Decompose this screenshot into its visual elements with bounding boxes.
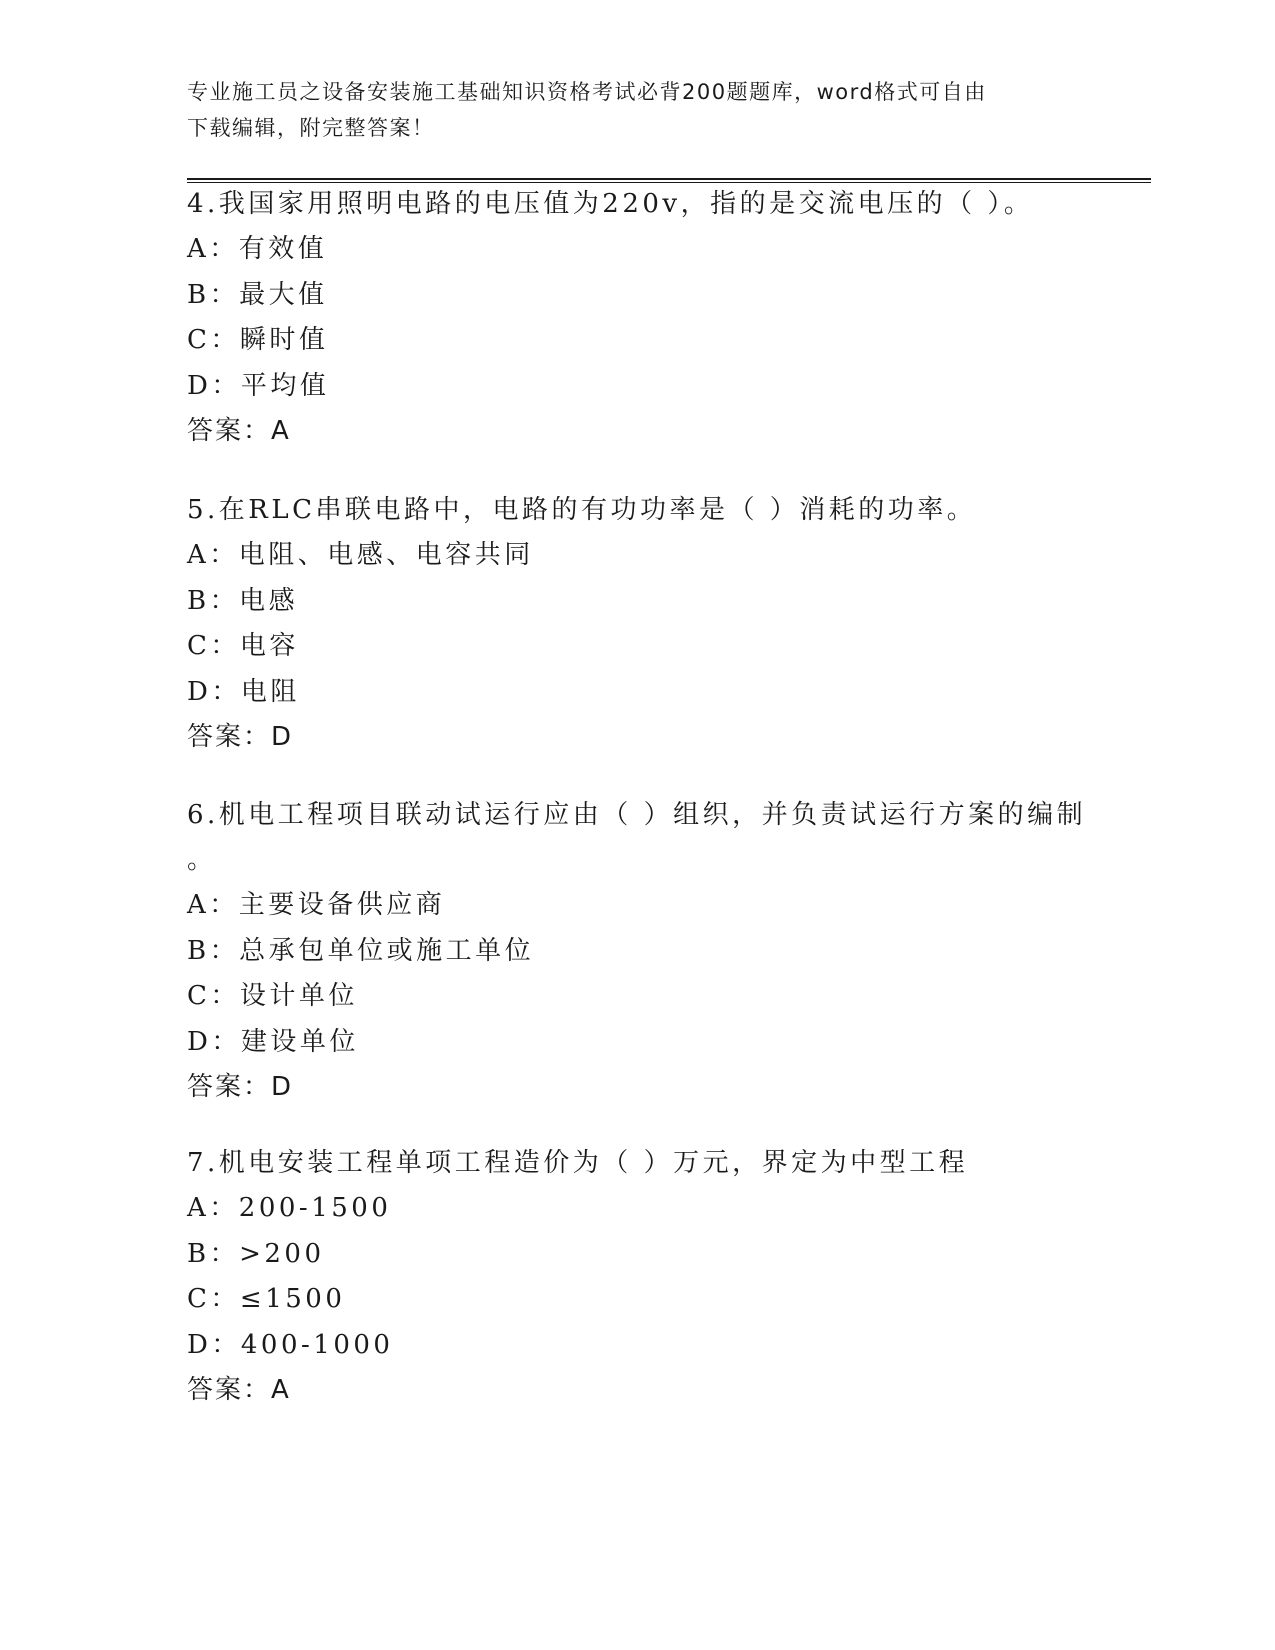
- option-a: [187, 227, 1087, 273]
- question-block: [187, 793, 1087, 1110]
- question-block: [187, 182, 1087, 454]
- option-text: 瞬时值: [239, 325, 329, 355]
- option-letter: B：: [187, 585, 240, 616]
- option-letter: B：: [187, 1238, 240, 1269]
- option-letter: A：: [187, 234, 239, 264]
- option-d: [187, 1020, 1087, 1066]
- answer-line: 答案：D: [187, 1072, 294, 1102]
- option-letter: D：: [187, 676, 241, 707]
- question-stem: 5.在RLC串联电路中，电路的有功功率是（ ）消耗的功率。: [187, 495, 977, 525]
- question-stem: 6.机电工程项目联动试运行应由（ ）组织，并负责试运行方案的编制: [187, 800, 1087, 830]
- option-text: >200: [239, 1238, 325, 1269]
- option-text: 有效值: [238, 234, 328, 264]
- option-a: [187, 1186, 1087, 1232]
- option-letter: D：: [187, 370, 241, 401]
- option-c: [187, 624, 1087, 670]
- option-a: [187, 883, 1087, 929]
- answer-line: 答案：A: [187, 416, 291, 446]
- option-text: 200-1500: [238, 1193, 392, 1223]
- option-text: 建设单位: [240, 1026, 359, 1057]
- option-letter: C：: [187, 981, 240, 1011]
- option-text: 最大值: [239, 279, 328, 310]
- header-line-1: 专业施工员之设备安装施工基础知识资格考试必背200题题库，word格式可自由: [187, 80, 987, 104]
- question-block: [187, 488, 1087, 760]
- option-letter: B：: [187, 935, 240, 966]
- document-header: [187, 74, 1067, 146]
- option-text: 主要设备供应商: [238, 890, 446, 920]
- option-text: 总承包单位或施工单位: [239, 935, 535, 966]
- option-text: 电阻: [240, 676, 300, 707]
- answer-line: 答案：D: [187, 722, 294, 752]
- option-c: [187, 974, 1087, 1020]
- option-c: [187, 318, 1087, 364]
- question-stem-tail: 。: [187, 845, 214, 875]
- answer-line: 答案：A: [187, 1375, 291, 1405]
- option-letter: A：: [187, 890, 239, 920]
- option-letter: C：: [187, 325, 240, 355]
- option-text: ≤1500: [239, 1284, 346, 1314]
- option-letter: C：: [187, 631, 240, 661]
- option-c: [187, 1277, 1087, 1323]
- option-letter: D：: [187, 1329, 241, 1360]
- option-letter: A：: [187, 540, 239, 570]
- option-text: 电感: [239, 585, 299, 616]
- option-b: [187, 929, 1087, 975]
- option-text: 设计单位: [239, 981, 358, 1011]
- option-letter: B：: [187, 279, 240, 310]
- option-b: [187, 579, 1087, 625]
- option-a: [187, 533, 1087, 579]
- option-d: [187, 364, 1087, 410]
- option-letter: C：: [187, 1284, 240, 1314]
- option-text: 电阻、电感、电容共同: [238, 540, 534, 570]
- option-b: [187, 1232, 1087, 1278]
- option-letter: A：: [187, 1193, 239, 1223]
- question-block: [187, 1141, 1087, 1413]
- option-d: [187, 670, 1087, 716]
- question-stem: 4.我国家用照明电路的电压值为220v，指的是交流电压的（ ）。: [187, 189, 1034, 219]
- option-d: [187, 1323, 1087, 1369]
- question-stem: 7.机电安装工程单项工程造价为（ ）万元，界定为中型工程: [187, 1148, 969, 1178]
- option-b: [187, 273, 1087, 319]
- header-line-2: 下载编辑，附完整答案！: [187, 116, 435, 140]
- option-letter: D：: [187, 1026, 241, 1057]
- option-text: 平均值: [240, 370, 330, 401]
- option-text: 电容: [239, 631, 299, 661]
- option-text: 400-1000: [240, 1329, 394, 1360]
